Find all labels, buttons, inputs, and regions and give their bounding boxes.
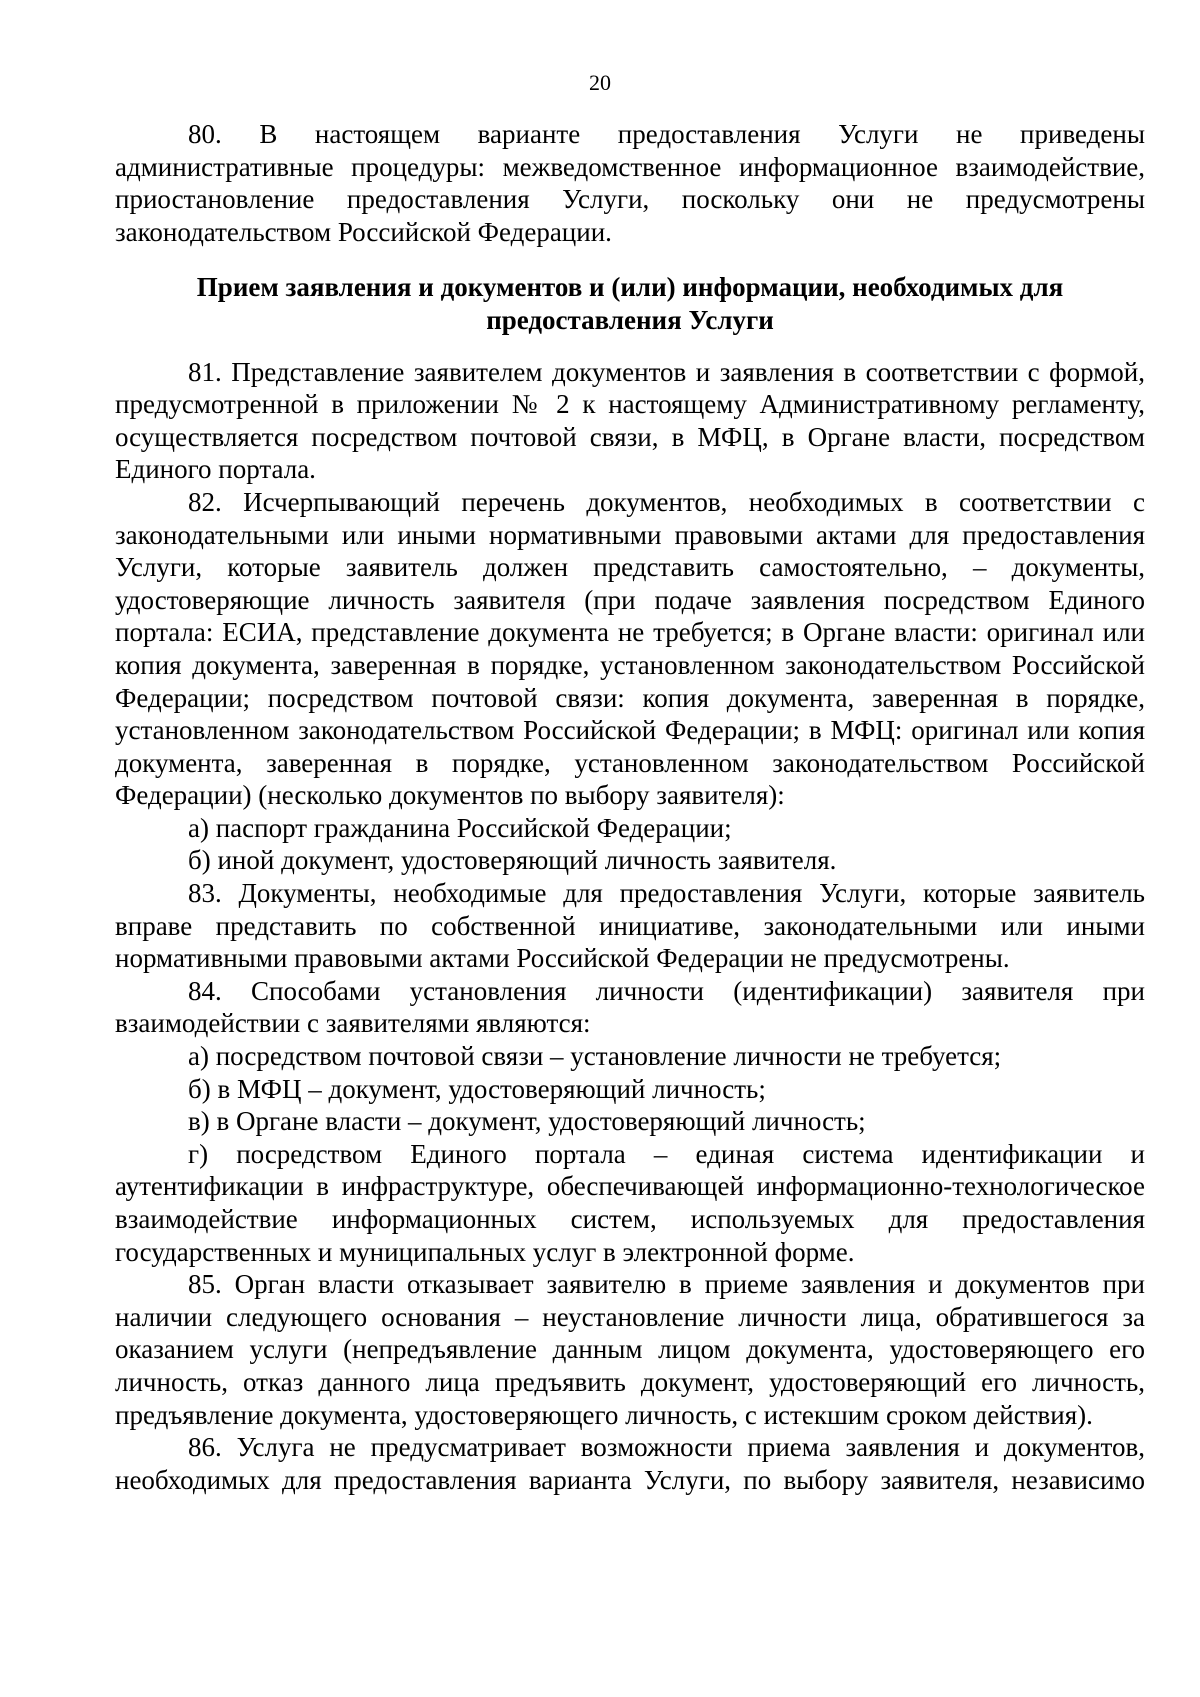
- list-item-84c: в) в Органе власти – документ, удостоверяющий личность;: [188, 1106, 866, 1137]
- list-item-84d: г) посредством Единого портала – единая система идентификации и аутентификации в инфраструктуре, обеспечивающей информационно-технологическое взаимодействие информационных систем, используемых для предоставления государственных и муниципальных услуг в электронной форме.: [115, 1138, 1145, 1267]
- paragraph-83: 83. Документы, необходимые для предоставления Услуги, которые заявитель вправе представить по собственной инициативе, законодательными или иными нормативными правовыми актами Российской Федерации не предусмотрены.: [115, 878, 1145, 974]
- paragraph-85: 85. Орган власти отказывает заявителю в приеме заявления и документов при наличии следующего основания – неустановление личности лица, обратившегося за оказанием услуги (непредъявление данным лицом документа, удостоверяющего его личность, отказ данного лица предъявить документ, удостоверяющий его личность, предъявление документа, удостоверяющего личность, с истекшим сроком действия).: [115, 1269, 1145, 1430]
- paragraph-81: 81. Представление заявителем документов и заявления в соответствии с формой, предусмотренной в приложении № 2 к настоящему Административному регламенту, осуществляется посредством почтовой связи, в МФЦ, в Органе власти, посредством Единого портала.: [115, 356, 1145, 485]
- paragraph-84: 84. Способами установления личности (идентификации) заявителя при взаимодействии с заявителями являются:: [115, 975, 1145, 1039]
- list-item-84a: а) посредством почтовой связи – установление личности не требуется;: [188, 1041, 1002, 1072]
- list-item-82a: а) паспорт гражданина Российской Федерации;: [188, 812, 732, 843]
- document-body: [115, 118, 1145, 1496]
- paragraph-86: 86. Услуга не предусматривает возможности приема заявления и документов, необходимых для предоставления варианта Услуги, по выбору заявителя, независимо: [115, 1432, 1145, 1495]
- list-item-82b: б) иной документ, удостоверяющий личность заявителя.: [188, 845, 837, 876]
- list-item-84b: б) в МФЦ – документ, удостоверяющий личность;: [188, 1073, 766, 1104]
- paragraph-82: 82. Исчерпывающий перечень документов, необходимых в соответствии с законодательными или иными нормативными правовыми актами для предоставления Услуги, которые заявитель должен представить самостоятельно, – документы, удостоверяющие личность заявителя (при подаче заявления посредством Единого портала: ЕСИА, представление документа не требуется; в Органе власти: оригинал или копия документа, заверенная в порядке, установленном законодательством Российской Федерации; посредством почтовой связи: копия документа, заверенная в порядке, установленном законодательством Российской Федерации; в МФЦ: оригинал или копия документа, заверенная в порядке, установленном законодательством Российской Федерации) (несколько документов по выбору заявителя):: [115, 486, 1145, 811]
- page-number: 20: [589, 70, 611, 95]
- section-title: Прием заявления и документов и (или) информации, необходимых для предоставления Услуги: [196, 272, 1064, 335]
- paragraph-80: 80. В настоящем варианте предоставления Услуги не приведены административные процедуры: межведомственное информационное взаимодействие, приостановление предоставления Услуги, поскольку они не предусмотрены законодательством Российской Федерации.: [115, 119, 1145, 247]
